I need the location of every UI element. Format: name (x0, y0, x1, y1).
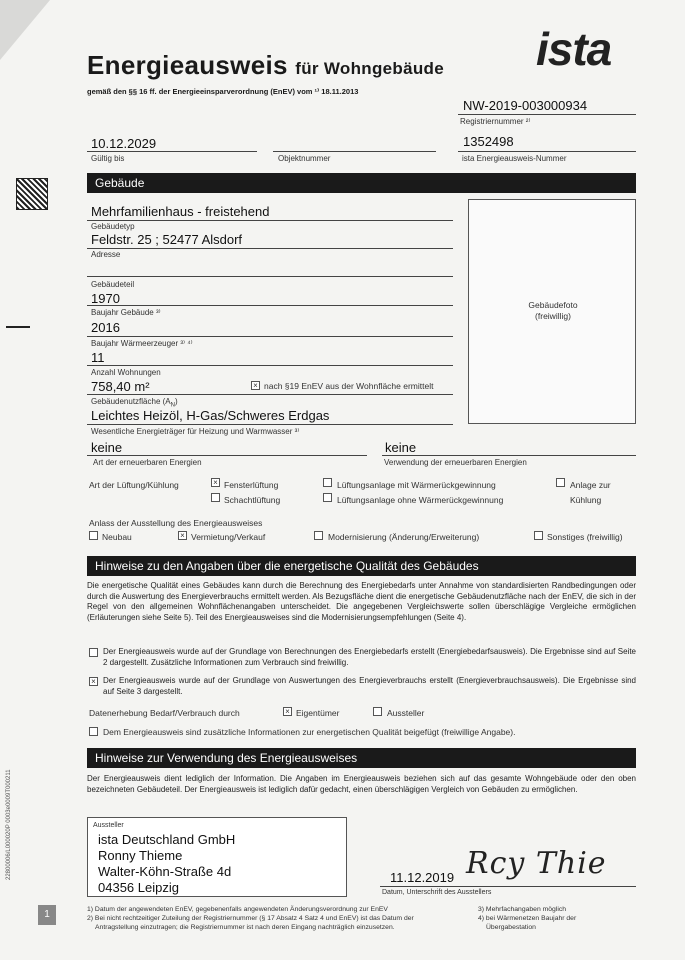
registry-number: NW-2019-003000934 (463, 98, 588, 113)
demand-based-checkbox[interactable] (89, 648, 98, 657)
valid-until-label: Gültig bis (91, 154, 125, 163)
year-built-label: Baujahr Gebäude ³⁾ (91, 308, 161, 317)
issuer-city: 04356 Leipzig (98, 880, 179, 895)
cooling-label-2: Kühlung (570, 495, 602, 505)
building-type-label: Gebäudetyp (91, 222, 135, 231)
occasion-modernisation-checkbox[interactable] (314, 531, 323, 540)
occasion-other-label: Sonstiges (freiwillig) (547, 532, 623, 542)
qr-code (16, 178, 48, 210)
footnote-4a: 4) bei Wärmenetzen Baujahr der (478, 915, 577, 922)
number-of-units-label: Anzahl Wohnungen (91, 368, 161, 377)
year-heater: 2016 (91, 320, 120, 335)
page-number: 1 (38, 905, 56, 925)
number-of-units: 11 (91, 350, 105, 365)
ventilation-heat-recovery-label: Lüftungsanlage mit Wärmerückgewinnung (337, 480, 496, 490)
data-owner-label: Eigentümer (296, 708, 340, 718)
ventilation-no-recovery-checkbox[interactable] (323, 493, 332, 502)
section-info-header: Hinweise zu den Angaben über die energetische Qualität des Gebäudes (87, 556, 636, 576)
object-number-label: Objektnummer (278, 154, 331, 163)
document-subtitle: gemäß den §§ 16 ff. der Energieeinsparverordnung (EnEV) vom ¹⁾ 18.11.2013 (87, 87, 359, 96)
ventilation-shaft-checkbox[interactable] (211, 493, 220, 502)
info-paragraph: Die energetische Qualität eines Gebäudes kann durch die Berechnung des Energiebedarfs unter Annahme von standardisierten Randbedingungen oder durch die Auswertung des Energieverbrauchs ermittelt werden. Als Bezugsfläche dient die energetische Gebäudenutzfläche nach der EnEV, die sich in der Regel von den allgemeinen Wohnflächenangaben unterscheidet. Die angegebenen Vergleichswerte sollen überschlägige Vergleiche ermöglichen (Erläuterungen siehe Seite 5). Teil des Energieausweises sind die Modernisierungsempfehlungen (Seite 4). (87, 581, 636, 622)
footnote-2b: Antragstellung einzutragen; die Registriernummer ist nach deren Eingang nachträglich einzusetzen. (95, 924, 395, 931)
year-built: 1970 (91, 291, 120, 306)
footnote-1: 1) Datum der angewendeten EnEV, gegebenenfalls angewendeten Änderungsverordnung zur EnEV (87, 906, 388, 913)
occasion-modernisation-label: Modernisierung (Änderung/Erweiterung) (328, 532, 480, 542)
area-derived-checkbox[interactable]: × (251, 381, 260, 390)
occasion-new-checkbox[interactable] (89, 531, 98, 540)
registry-number-label: Registriernummer ²⁾ (460, 117, 531, 126)
ventilation-label: Art der Lüftung/Kühlung (89, 480, 179, 490)
occasion-rent-sale-label: Vermietung/Verkauf (191, 532, 266, 542)
issuer-box-label: Aussteller (93, 822, 124, 829)
occasion-other-checkbox[interactable] (534, 531, 543, 540)
footnote-2a: 2) Bei nicht rechtzeitiger Zuteilung der Registriernummer (§ 17 Absatz 4 Satz 4 und EnEV) ist das Datum der (87, 915, 414, 922)
ventilation-shaft-label: Schachtlüftung (224, 495, 281, 505)
ista-logo: ista (536, 23, 612, 75)
building-photo-label: Gebäudefoto (freiwillig) (528, 300, 578, 321)
ista-id-label: ista Energieausweis-Nummer (462, 154, 567, 163)
demand-based-text: Der Energieausweis wurde auf der Grundlage von Berechnungen des Energiebedarfs erstellt (Energiebedarfsausweis). Die Ergebnisse sind auf Seite 2 dargestellt. Zusätzliche Informationen zum Verbrauch sind freiwillig. (103, 647, 636, 667)
extra-info-label: Dem Energieausweis sind zusätzliche Informationen zur energetischen Qualität beigefügt (freiwillige Angabe). (103, 727, 516, 737)
extra-info-checkbox[interactable] (89, 727, 98, 736)
consumption-based-checkbox[interactable]: × (89, 677, 98, 686)
ventilation-window-checkbox[interactable]: × (211, 478, 220, 487)
renewable-type-label: Art der erneuerbaren Energien (93, 458, 202, 467)
punch-mark (6, 326, 30, 328)
renewable-use: keine (385, 440, 417, 455)
occasion-label: Anlass der Ausstellung des Energieausweises (89, 518, 263, 528)
year-heater-label: Baujahr Wärmeerzeuger ³⁾ ⁴⁾ (91, 339, 193, 348)
usable-area-label: Gebäudenutzfläche $(A_N)$ (91, 397, 178, 409)
energy-carrier-label: Wesentliche Energieträger für Heizung und Warmwasser ³⁾ (91, 427, 300, 436)
data-issuer-checkbox[interactable] (373, 707, 382, 716)
cooling-label-1: Anlage zur (570, 480, 611, 490)
title-sub: für Wohngebäude (295, 59, 444, 78)
issue-date: 11.12.2019 (390, 870, 455, 885)
ventilation-no-recovery-label: Lüftungsanlage ohne Wärmerückgewinnung (337, 495, 504, 505)
document-title (87, 50, 444, 81)
folded-corner (0, 0, 50, 60)
side-barcode-text: 22800006/L000020P 0003e0009T000211 (6, 769, 12, 880)
consumption-based-text: Der Energieausweis wurde auf der Grundlage von Auswertungen des Energieverbrauchs erstellt (Energieverbrauchsausweis). Die Ergebnisse sind auf Seite 3 dargestellt. (103, 676, 636, 696)
footnote-3: 3) Mehrfachangaben möglich (478, 906, 567, 913)
usage-paragraph: Der Energieausweis dient lediglich der Information. Die Angaben im Energieausweis beziehen sich auf das gesamte Wohngebäude oder den oben bezeichneten Gebäudeteil. Der Energieausweis ist lediglich dafür gedacht, einen überschlägigen Vergleich von Gebäuden zu ermöglichen. (87, 774, 636, 794)
data-collection-label: Datenerhebung Bedarf/Verbrauch durch (89, 708, 240, 718)
data-owner-checkbox[interactable]: × (283, 707, 292, 716)
section-usage-header: Hinweise zur Verwendung des Energieausweises (87, 748, 636, 768)
address: Feldstr. 25 ; 52477 Alsdorf (91, 232, 243, 247)
ventilation-window-label: Fensterlüftung (224, 480, 279, 490)
issuer-company: ista Deutschland GmbH (98, 832, 236, 847)
occasion-rent-sale-checkbox[interactable]: × (178, 531, 187, 540)
issuer-signature: Rcy Thie (466, 846, 607, 881)
issuer-street: Walter-Köhn-Straße 4d (98, 864, 232, 879)
issuer-name: Ronny Thieme (98, 848, 183, 863)
footnote-4b: Übergabestation (486, 924, 536, 931)
usable-area: 758,40 m² (91, 379, 150, 394)
renewable-use-label: Verwendung der erneuerbaren Energien (384, 458, 527, 467)
energy-carrier: Leichtes Heizöl, H-Gas/Schweres Erdgas (91, 408, 330, 423)
ista-id: 1352498 (463, 134, 514, 149)
title-main: Energieausweis (87, 50, 288, 80)
building-photo-box (468, 199, 636, 424)
section-building-header: Gebäude (87, 173, 636, 193)
renewable-type: keine (91, 440, 123, 455)
occasion-new-label: Neubau (102, 532, 132, 542)
ventilation-heat-recovery-checkbox[interactable] (323, 478, 332, 487)
data-issuer-label: Aussteller (387, 708, 425, 718)
signature-label: Datum, Unterschrift des Ausstellers (382, 889, 492, 896)
building-type: Mehrfamilienhaus - freistehend (91, 204, 270, 219)
cooling-checkbox[interactable] (556, 478, 565, 487)
area-derived-label: nach §19 EnEV aus der Wohnfläche ermittelt (264, 381, 434, 391)
address-label: Adresse (91, 250, 121, 259)
valid-until: 10.12.2029 (91, 136, 157, 151)
issuer-box (87, 817, 347, 897)
building-part-label: Gebäudeteil (91, 280, 135, 289)
